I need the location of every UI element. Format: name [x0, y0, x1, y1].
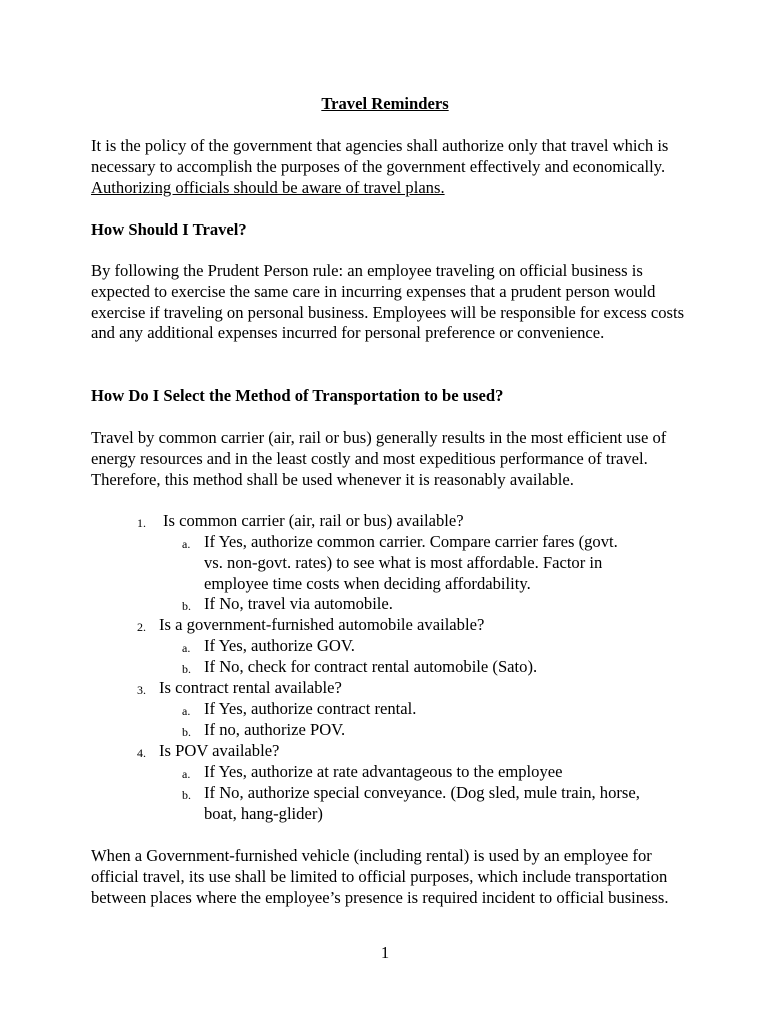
- page-number: 1: [380, 943, 390, 962]
- list-item-3b-letter: b.: [182, 725, 191, 739]
- list-item-4b-line-1: If No, authorize special conveyance. (Dog sled, mule train, horse,: [204, 783, 640, 802]
- section2-body: Travel by common carrier (air, rail or bus) generally results in the most efficient use of energy resources and in the least costly and most expeditious performance of travel. Therefore, this method shall be used whenever it is reasonably available.: [91, 428, 667, 489]
- list-item-4a-letter: a.: [182, 767, 191, 781]
- list-item-4b-line-2: boat, hang-glider): [204, 804, 323, 823]
- list-item-1-number: 1.: [137, 516, 146, 530]
- section1-heading: How Should I Travel?: [91, 220, 247, 239]
- list-item-2-text: Is a government-furnished automobile available?: [159, 615, 485, 634]
- list-item-4b-letter: b.: [182, 788, 191, 802]
- section1-body: By following the Prudent Person rule: an employee traveling on official business is expected to exercise the same care in incurring expenses that a prudent person would exercise if traveling on personal business. Employees will be responsible for excess costs and any additional expenses incurred for personal preference or convenience.: [91, 261, 685, 343]
- list-item-2b-letter: b.: [182, 662, 191, 676]
- list-item-1a-line-3: employee time costs when deciding affordability.: [204, 574, 531, 593]
- section2-heading: How Do I Select the Method of Transportation to be used?: [91, 386, 504, 405]
- list-item-1b-line-1: If No, travel via automobile.: [204, 594, 393, 613]
- list-item-3-text: Is contract rental available?: [159, 678, 342, 697]
- list-item-4a-line-1: If Yes, authorize at rate advantageous to the employee: [204, 762, 563, 781]
- list-item-2-number: 2.: [137, 620, 146, 634]
- intro-underlined-text: Authorizing officials should be aware of travel plans.: [91, 177, 445, 197]
- closing-paragraph: When a Government-furnished vehicle (including rental) is used by an employee for official travel, its use shall be limited to official purposes, which include transportation between places where the employee’s presence is required incident to official business.: [91, 846, 669, 907]
- list-item-1a-line-2: vs. non-govt. rates) to see what is most affordable. Factor in: [204, 553, 603, 572]
- list-item-2b-line-1: If No, check for contract rental automobile (Sato).: [204, 657, 538, 676]
- list-item-4-text: Is POV available?: [159, 741, 280, 760]
- list-item-3a-letter: a.: [182, 704, 191, 718]
- document-title: Travel Reminders: [321, 94, 449, 113]
- list-item-3-number: 3.: [137, 683, 146, 697]
- intro-text: It is the policy of the government that agencies shall authorize only that travel which is necessary to accomplish the purposes of the government effectively and economically.: [91, 136, 669, 176]
- list-item-3a-line-1: If Yes, authorize contract rental.: [204, 699, 417, 718]
- list-item-4-number: 4.: [137, 746, 146, 760]
- intro-paragraph: [91, 136, 691, 198]
- list-item-2a-letter: a.: [182, 641, 191, 655]
- list-item-1b-letter: b.: [182, 599, 191, 613]
- list-item-1-text: Is common carrier (air, rail or bus) available?: [163, 511, 464, 530]
- list-item-1a-letter: a.: [182, 537, 191, 551]
- list-item-2a-line-1: If Yes, authorize GOV.: [204, 636, 355, 655]
- list-item-3b-line-1: If no, authorize POV.: [204, 720, 346, 739]
- list-item-1a-line-1: If Yes, authorize common carrier. Compare carrier fares (govt.: [204, 532, 618, 551]
